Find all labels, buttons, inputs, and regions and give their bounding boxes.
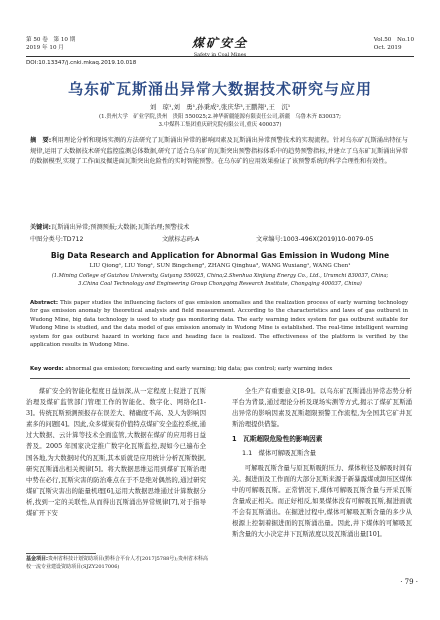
keywords-cn-label: 关键词: (30, 224, 52, 231)
funding-label: 基金项目: (26, 556, 48, 562)
header-volume-info-en (374, 36, 414, 52)
abstract-cn-text: 利用理论分析和现场实测的方法研究了瓦斯涌出异常的影响因素及瓦斯涌出异常预警技术的实现流程。针对乌东矿瓦斯涌出特征与规律,运用了大数据技术研究监控监测总体数据,研究了适合乌东矿的瓦斯突出预警指标体系中的趋势预警指标,并建立了乌东矿瓦斯涌出异常的数据模型,实现了工作面及掘进面瓦斯突出危险性的实时智能预警。在乌东矿的应用效果验证了该预警系统的科学合理性和有效性。 (30, 137, 408, 166)
body-paragraph: 全生产有重要意义[8-9]。以乌东矿瓦斯涌出异常态势分析平台为背景,通过理论分析及现场实测等方式,揭示了煤矿瓦斯涌出异常的影响因素及瓦斯超限预警工作流程,为全国其它矿井瓦斯治理提供借鉴。 (232, 387, 412, 429)
header-volume-issue-en: Vol.50 No.10 (373, 37, 414, 43)
abstract-divider (30, 378, 410, 379)
affiliation-cn-line: 3.中煤科工集团重庆研究院有限公司,重庆 400037) (158, 122, 282, 128)
affiliations-en (30, 272, 410, 288)
body-column-left (26, 386, 206, 519)
section-heading: 1 瓦斯超限危险性的影响因素 (232, 435, 323, 444)
body-paragraph: 可解吸瓦斯含量与原瓦斯吸附压力、煤体粒径及解吸时间有关。掘进面及工作面的大部分瓦斯来源于新暴露煤或卸压区煤体中的可解吸瓦斯。正常情况下,煤体可解吸瓦斯含量与开采瓦斯含量成正相关。而正好相反,如果煤体没有可解吸瓦斯,掘进面就不会有瓦斯涌出。在掘进过程中,煤体可解吸瓦斯含量的多少从根源上控制着掘进面的瓦斯涌出量。因此,井下煤体的可解吸瓦斯含量的大小决定井下瓦斯浓度以及瓦斯涌出量[10]。 (232, 463, 412, 539)
keywords-en (30, 366, 408, 372)
article-title-en: Big Data Research and Application for Abnormal Gas Emission in Wudong Mine (50, 251, 390, 260)
keywords-cn-text: 瓦斯涌出异常;预测预报;大数据;瓦斯治理;预警技术 (51, 224, 190, 231)
document-code: 文献标志码:A (162, 236, 200, 243)
body-paragraph: 煤矿安全的智能化程度日益加深,从一定程度上促进了瓦斯治理及煤矿监管部门管理工作的智能化、数字化、网络化[1-3]。传统瓦斯预测预报存在误差大、精确度不高、及人为影响因素多的问题[4]。因此,众多煤炭有价值特点煤矿安全监控系统,通过大数据、云计算等技术全面监管,大数据在煤矿的应用将日益普及。2005 年国家决定推广数字化瓦斯监控,现如今已遍布全国各地,为大数据时代的瓦斯,其本质就是应用统计分析瓦斯数据,研究瓦斯涌出相关规律[5]。将大数据思维运用到煤矿瓦斯治理中势在必行,瓦斯灾害的防治难点在于不是绝对偶然的,通过研究煤矿瓦斯灾害出的能量机理[6],运用大数据思维通过计算数据分析,找到一定的关联性,从而得出瓦斯涌出异常规律[7],对于指导煤矿开下安 (26, 387, 206, 518)
footnote-divider (26, 553, 96, 554)
header-date-en: Oct. 2019 (373, 45, 402, 51)
header-divider (26, 56, 414, 57)
abstract-en-label: Abstract: (30, 300, 59, 306)
keywords-en-text: abnormal gas emission; forecasting and early warning; big data; gas control; early warning index (65, 366, 333, 372)
affiliation-en-line: (1.Mining College of Guizhou University, Guiyang 550025, China;2.Shenhua Xinjiang Energy Co., Ltd., Urumchi 830037, China; (51, 273, 389, 279)
abstract-cn-label: 摘 要: (30, 137, 52, 144)
page-number: · 79 · (400, 578, 418, 586)
keywords-cn (30, 222, 408, 231)
keywords-en-label: Key words: (30, 366, 64, 372)
doi: DOI:10.13347/j.cnki.mkaq.2019.10.018 (26, 60, 137, 66)
clc-number: 中图分类号:TD712 (30, 236, 84, 243)
article-title-cn: 乌东矿瓦斯涌出异常大数据技术研究与应用 (67, 80, 372, 98)
affiliation-cn-line: (1.贵州大学 矿业学院,贵州 贵阳 550025;2.神华新疆能源有限责任公司,新疆 乌鲁木齐 830037; (99, 114, 341, 120)
authors-cn: 刘 琼¹,刘 勇¹,孙秉成²,张庆华³,王鹏翔¹,王 沉¹ (149, 103, 291, 111)
header-date: 2019 年 10 月 (26, 45, 64, 51)
body-column-right (232, 386, 412, 540)
abstract-cn (30, 136, 408, 168)
abstract-en-text: This paper studies the influencing factors of gas emission anomalies and the realization process of early warning technology for gas emission anomaly by theoretical analysis and field measurement. According to the characteristics and laws of gas outburst in Wudong Mine, big data technology is used to study gas monitoring data. The early warning index system for gas outburst suitable for Wudong Mine is studied, and the data model of gas emission anomaly in Wudong Mine is established. The real-time intelligent warning system for gas outburst hazard in working face and heading face is realized. The effectiveness of the platform is verified by the application results in Wudong Mine. (30, 300, 408, 349)
affiliation-en-line: 3.China Coal Technology and Engineering Group Chongqing Research Institute, Chongqing 400037, China) (78, 281, 362, 287)
abstract-en (30, 299, 408, 349)
journal-logo: 煤矿安全 (191, 36, 248, 50)
article-number: 文章编号:1003-496X(2019)10-0079-05 (256, 236, 374, 243)
affiliations-cn (26, 113, 414, 129)
subsection-heading: 1.1 煤体可解吸瓦斯含量 (242, 449, 317, 458)
header-volume-issue: 第 50 卷 第 10 期 (26, 37, 76, 43)
funding-footnote (26, 556, 208, 571)
authors-en: LIU Qiong¹, LIU Yong¹, SUN Bingcheng², ZHANG Qinghua³, WANG Wuxiang¹, WANG Chen¹ (89, 263, 351, 269)
journal-subtitle: Safety in Coal Mines (193, 52, 247, 58)
funding-text: 贵州省科技计划资助项目(黔科合平台人才[2017]5788号);贵州省本科高校一流专业建设资助项目(SJZY2017006) (26, 556, 208, 570)
